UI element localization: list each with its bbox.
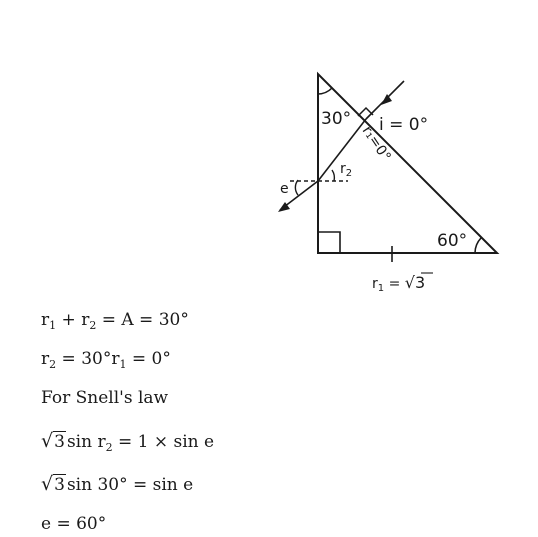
angle-60-label: 60° <box>437 231 468 251</box>
r2-label: $r_2$ <box>340 161 353 179</box>
snells-law-heading: For Snell's law <box>41 388 169 408</box>
equation-r2-value: $r_2 = 30^\circ r_1 = 0^\circ$ <box>41 349 171 371</box>
right-angle-marker <box>318 232 340 253</box>
incidence-angle-label: i = 0° <box>379 115 429 135</box>
equation-snells-law: √3 $\sin r_2 = 1 \times \sin e$ <box>41 430 215 454</box>
angle-arc-top <box>318 88 332 94</box>
angle-arc-bottom-right <box>475 238 481 253</box>
angle-arc-r2 <box>332 170 334 181</box>
equation-substitution: √3 sin 30° = sin e <box>41 473 194 495</box>
r1-zero-label: r₁=0° <box>358 123 394 165</box>
base-side-label: $r_1 = √3$ <box>372 273 426 294</box>
e-label: e <box>280 181 289 197</box>
equation-result: e = 60° <box>41 514 107 534</box>
angle-arc-e <box>295 180 298 195</box>
angle-30-label: 30° <box>321 109 352 129</box>
equation-angle-sum: $r_1 + r_2 = A = 30^\circ$ <box>41 310 189 332</box>
